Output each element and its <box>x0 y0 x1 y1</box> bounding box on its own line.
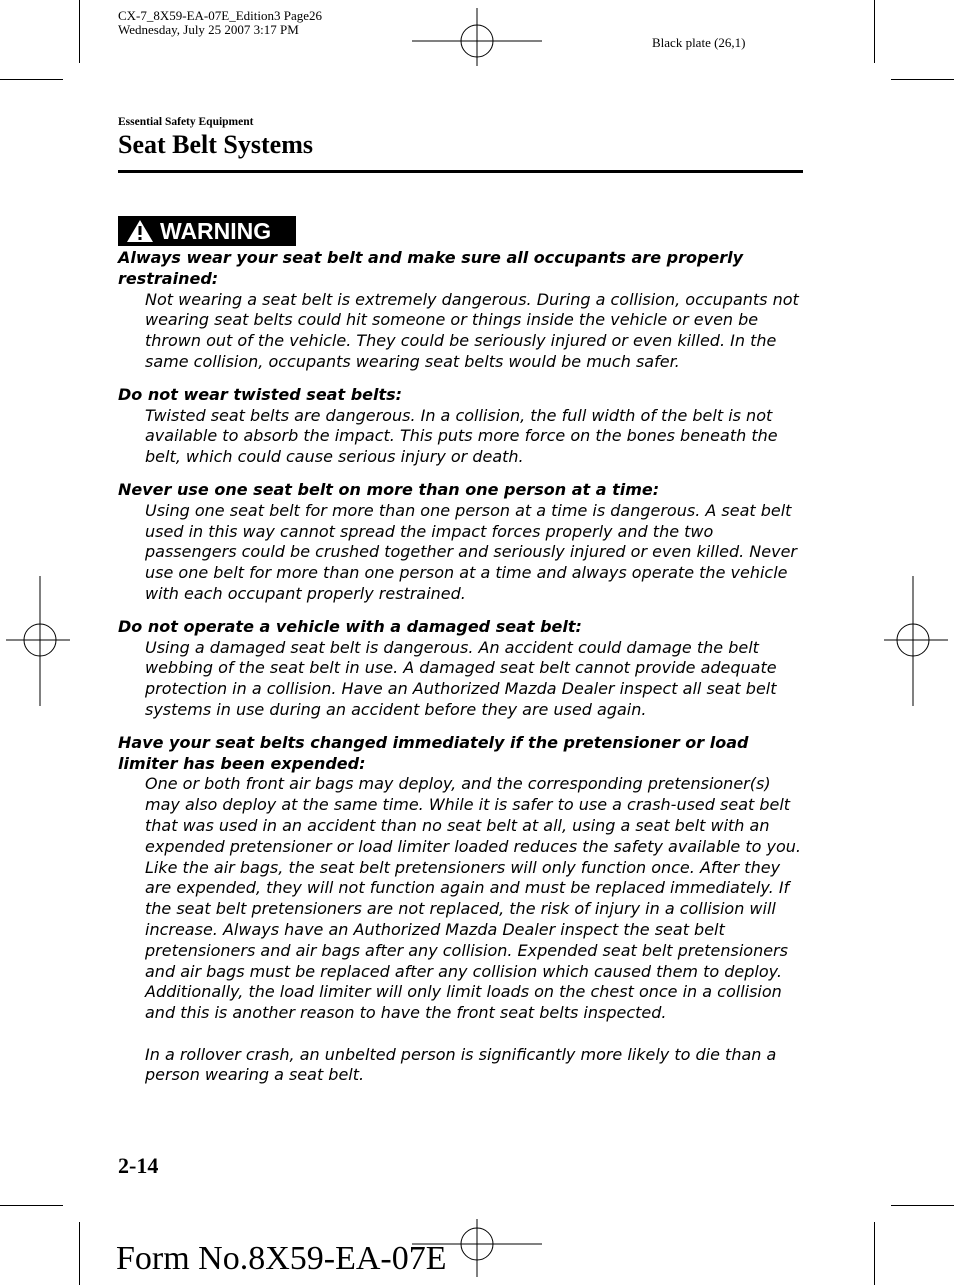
crop-mark <box>874 0 875 63</box>
item-body <box>118 774 808 1086</box>
registration-mark-left <box>6 576 70 706</box>
crop-mark <box>891 79 954 80</box>
item-paragraph: Twisted seat belts are dangerous. In a collision, the full width of the belt is not available to absorb the impact. This puts more force on the bones beneath the belt, which could cause serious injury or death. <box>145 405 778 467</box>
item-heading: Always wear your seat belt and make sure all occupants are properly restrained: <box>118 248 744 288</box>
page-title: Seat Belt Systems <box>118 130 313 159</box>
item-heading: Do not operate a vehicle with a damaged seat belt: <box>118 616 582 636</box>
item-heading: Have your seat belts changed immediately if the pretensioner or load limiter has been expended: <box>118 732 749 773</box>
registration-mark-right <box>884 576 948 706</box>
item-paragraph: One or both front air bags may deploy, and the corresponding pretensioner(s) may also deploy at the same time. While it is safer to use a crash-used seat belt that was used in an accident than no seat belt at all, using a seat belt with an expended pretensioner or load limiter loaded reduces the safety available to you. Like the air bags, the seat belt pretensioners will only function once. After they are expended, they will not function again and must be replaced immediately. If the seat belt pretensioners are not replaced, the risk of injury in a collision will increase. Always have an Authorized Mazda Dealer inspect the seat belt pretensioners and air bags after any collision. Expended seat belt pretensioners and air bags must be replaced after any collision which caused them to deploy. Additionally, the load limiter will only limit loads on the chest once in a collision and this is another reason to have the front seat belts inspected. <box>145 774 801 1023</box>
crop-mark <box>891 1205 954 1206</box>
item-body <box>118 638 808 721</box>
item-heading: Never use one seat belt on more than one person at a time: <box>118 479 660 499</box>
file-line: CX-7_8X59-EA-07E_Edition3 Page26 <box>118 8 323 23</box>
item-body <box>118 501 808 605</box>
page-number: 2-14 <box>118 1153 159 1178</box>
warning-item <box>118 733 808 1087</box>
warning-item <box>118 385 808 468</box>
warning-item <box>118 248 808 373</box>
item-paragraph: In a rollover crash, an unbelted person is significantly more likely to die than a person wearing a seat belt. <box>145 1044 777 1085</box>
warning-label: WARNING <box>160 217 272 244</box>
item-paragraph: Not wearing a seat belt is extremely dangerous. During a collision, occupants not wearing seat belts could hit someone or things inside the vehicle or even be thrown out of the vehicle. They could be seriously injured or even killed. In the same collision, occupants wearing seat belts would be much safer. <box>145 289 799 371</box>
warning-item <box>118 617 808 721</box>
form-number: Form No.8X59-EA-07E <box>116 1240 447 1277</box>
crop-mark <box>79 1222 80 1285</box>
warning-item <box>118 480 808 605</box>
crop-mark <box>0 79 63 80</box>
item-body <box>118 290 808 373</box>
item-paragraph: Using one seat belt for more than one person at a time is dangerous. A seat belt used in this way cannot spread the impact forces properly and the two passengers could be crushed together and seriously injured or even killed. Never use one belt for more than one person at a time and always operate the vehicle with each occupant properly restrained. <box>145 500 797 603</box>
crop-mark <box>0 1205 63 1206</box>
plate-label: Black plate (26,1) <box>652 35 746 50</box>
section-label: Essential Safety Equipment <box>118 116 254 128</box>
warning-banner <box>118 216 296 246</box>
warning-content <box>118 248 808 1098</box>
print-header <box>118 9 322 37</box>
item-heading: Do not wear twisted seat belts: <box>118 384 403 404</box>
item-paragraph: Using a damaged seat belt is dangerous. An accident could damage the belt webbing of the seat belt in use. A damaged seat belt cannot provide adequate protection in a collision. Have an Authorized Mazda Dealer inspect all seat belt systems in use during an accident before they are used again. <box>145 637 777 719</box>
crop-mark <box>79 0 80 63</box>
crop-mark <box>874 1222 875 1285</box>
warning-icon <box>126 219 154 243</box>
item-body <box>118 406 808 468</box>
title-rule <box>118 170 803 173</box>
date-line: Wednesday, July 25 2007 3:17 PM <box>118 22 299 37</box>
registration-mark-top <box>412 8 542 68</box>
